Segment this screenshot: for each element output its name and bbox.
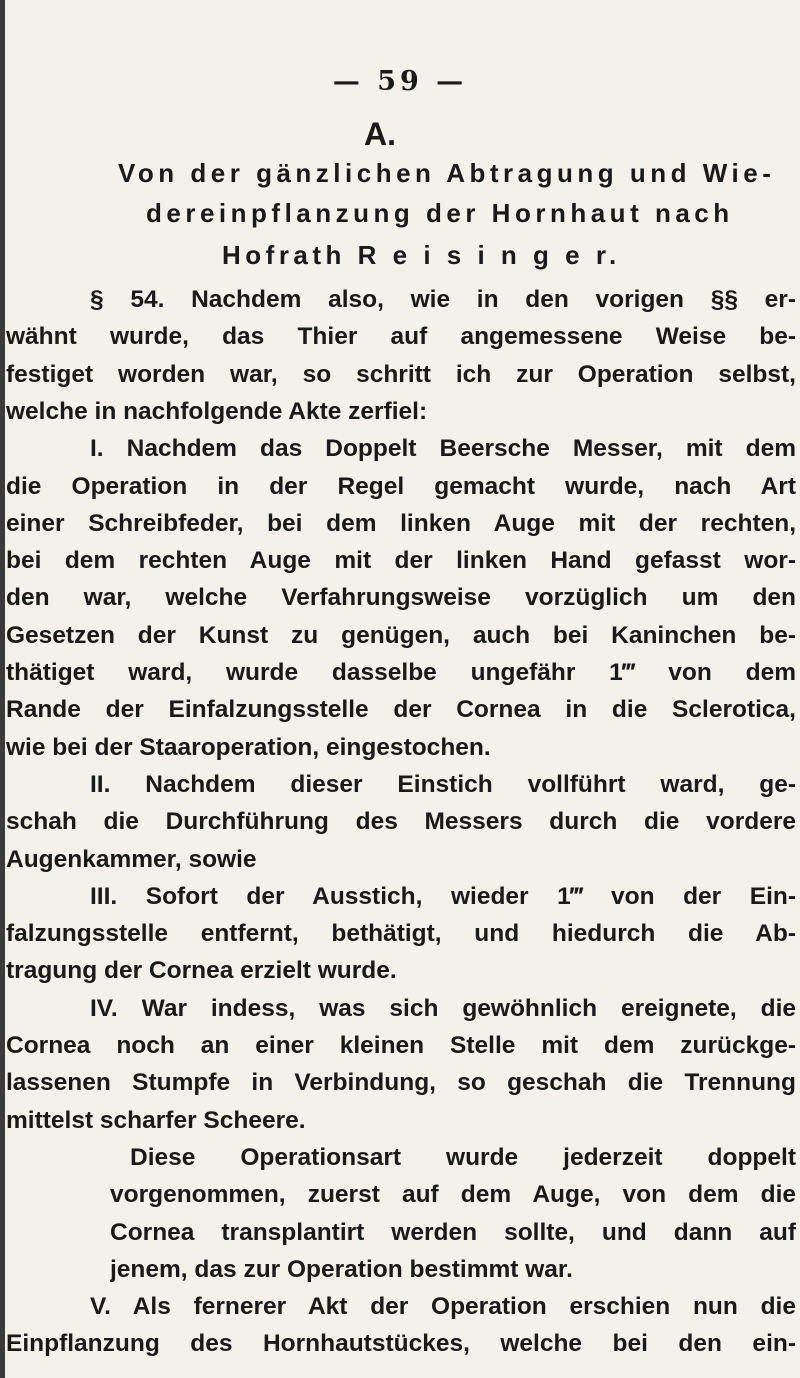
page-number: — 59 —: [332, 66, 468, 97]
section-letter: A.: [364, 116, 396, 152]
text-line: die Operation in der Regel gemacht wurde, nach Art: [6, 473, 796, 500]
text-line: Diese Operationsart wurde jederzeit doppelt: [130, 1144, 796, 1171]
text-line: Einpflanzung des Hornhautstückes, welche bei den ein-: [6, 1330, 796, 1357]
title-line: Von der gänzlichen Abtragung und Wie-: [118, 158, 776, 188]
title-line: Hofrath R e i s i n g e r.: [222, 240, 621, 270]
text-line: welche in nachfolgende Akte zerfiel:: [6, 398, 428, 425]
text-line: wähnt wurde, das Thier auf angemessene Weise be-: [6, 323, 796, 350]
text-line: lassenen Stumpfe in Verbindung, so geschah die Trennung: [6, 1069, 796, 1096]
text-line: IV. War indess, was sich gewöhnlich ereignete, die: [90, 995, 796, 1022]
text-line: tragung der Cornea erzielt wurde.: [6, 957, 397, 984]
text-line: Cornea transplantirt werden sollte, und dann auf: [110, 1219, 796, 1246]
text-line: thätiget ward, wurde dasselbe ungefähr 1‴ von dem: [6, 659, 796, 686]
text-line: V. Als fernerer Akt der Operation erschien nun die: [90, 1293, 796, 1320]
text-line: Gesetzen der Kunst zu genügen, auch bei Kaninchen be-: [6, 622, 796, 649]
text-line: festiget worden war, so schritt ich zur Operation selbst,: [6, 361, 796, 388]
text-line: Cornea noch an einer kleinen Stelle mit dem zurückge-: [6, 1032, 796, 1059]
text-line: I. Nachdem das Doppelt Beersche Messer, mit dem: [90, 435, 796, 462]
text-line: Rande der Einfalzungsstelle der Cornea in die Sclerotica,: [6, 696, 796, 723]
text-line: bei dem rechten Auge mit der linken Hand gefasst wor-: [6, 547, 796, 574]
text-line: Augenkammer, sowie: [6, 846, 257, 873]
text-line: falzungsstelle entfernt, bethätigt, und hiedurch die Ab-: [6, 920, 796, 947]
page-binding-edge: [0, 0, 5, 1378]
text-line: II. Nachdem dieser Einstich vollführt ward, ge-: [90, 771, 796, 798]
text-line: vorgenommen, zuerst auf dem Auge, von dem die: [110, 1181, 796, 1208]
text-line: den war, welche Verfahrungsweise vorzüglich um den: [6, 584, 796, 611]
text-line: § 54. Nachdem also, wie in den vorigen §§ er-: [90, 286, 796, 313]
title-line: dereinpflanzung der Hornhaut nach: [146, 198, 734, 228]
text-line: einer Schreibfeder, bei dem linken Auge mit der rechten,: [6, 510, 796, 537]
text-line: schah die Durchführung des Messers durch die vordere: [6, 808, 796, 835]
text-line: wie bei der Staaroperation, eingestochen.: [6, 734, 491, 761]
text-line: III. Sofort der Ausstich, wieder 1‴ von der Ein-: [90, 883, 796, 910]
text-line: jenem, das zur Operation bestimmt war.: [110, 1256, 573, 1283]
text-line: mittelst scharfer Scheere.: [6, 1107, 306, 1134]
